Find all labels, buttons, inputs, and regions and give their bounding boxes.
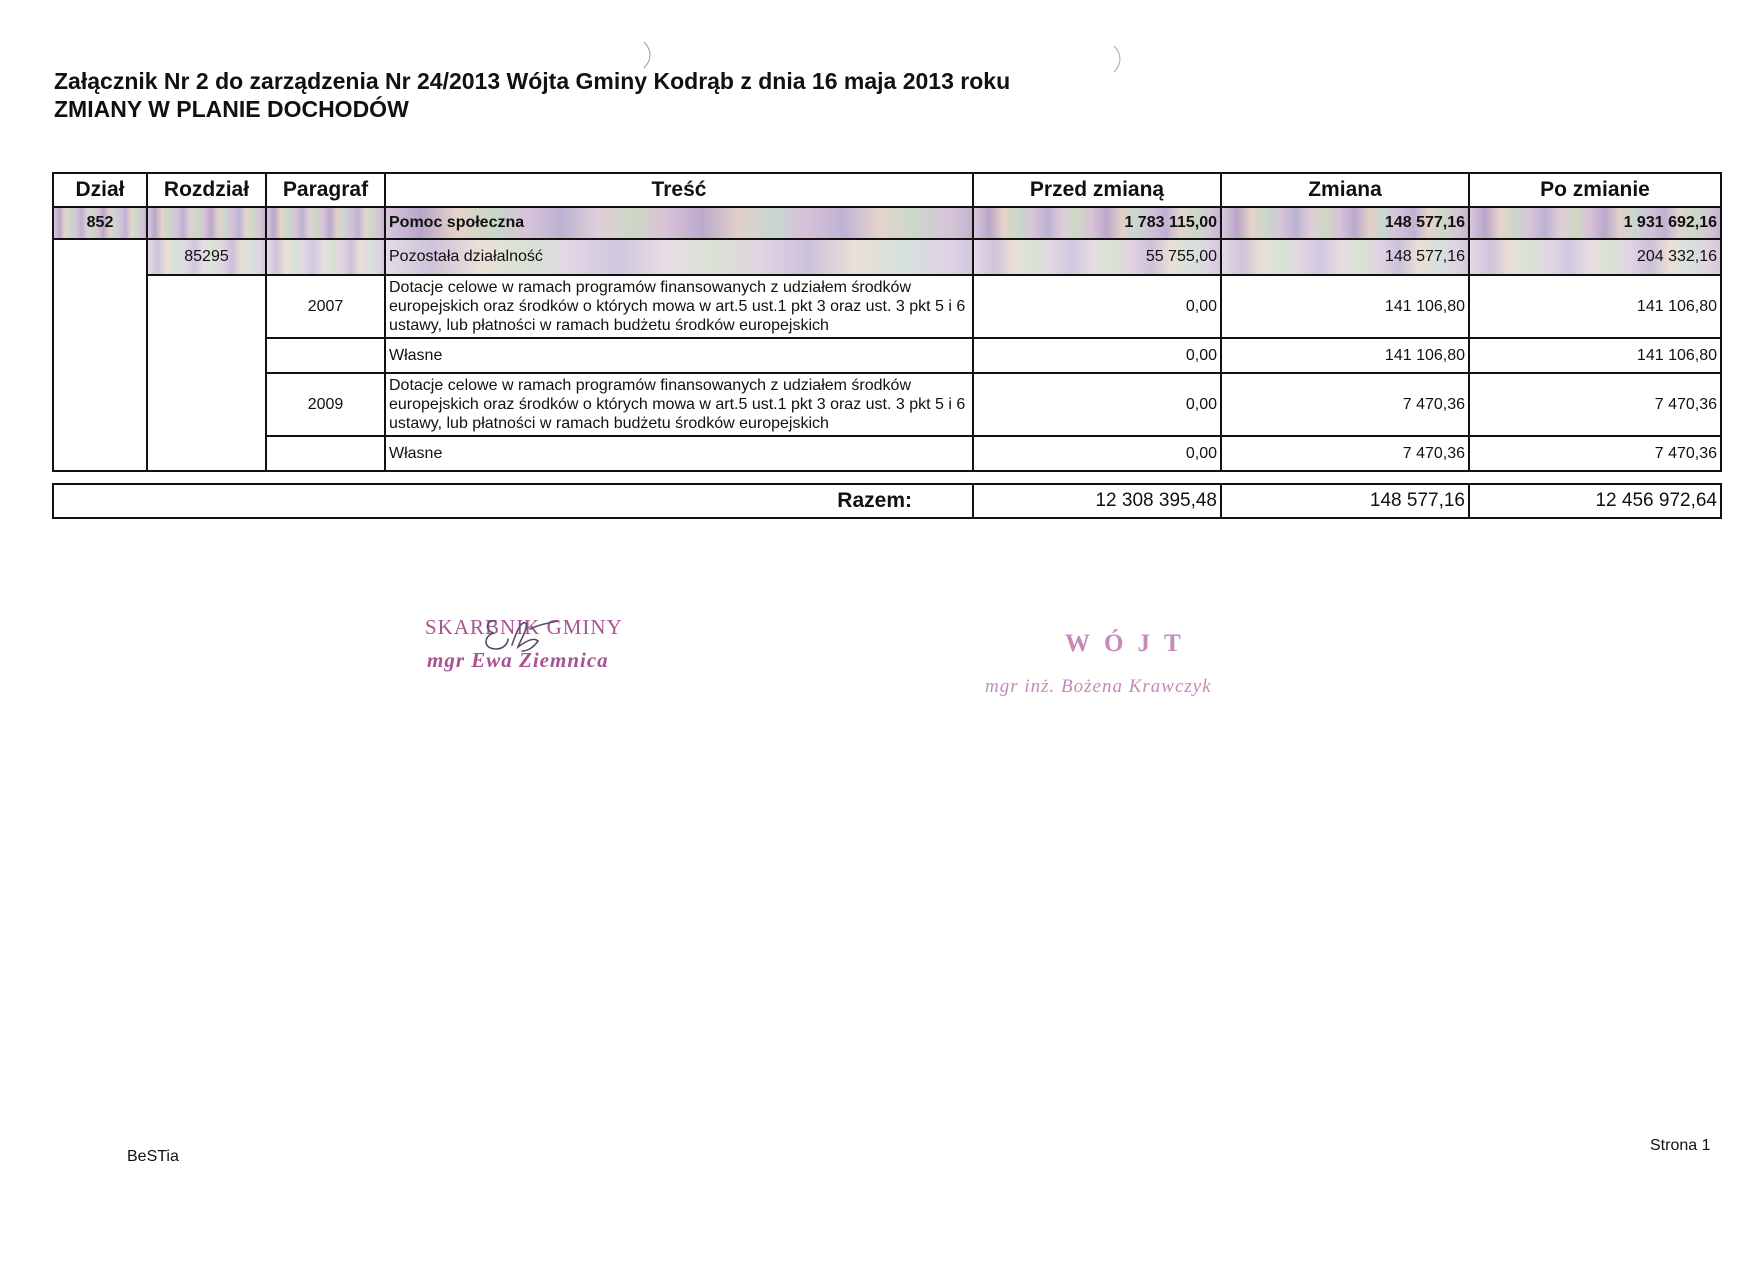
footer-software-name: BeSTia (127, 1148, 179, 1165)
rozdzial-paragraf-empty (266, 239, 385, 275)
table-row (53, 338, 1721, 373)
paragraf-code (266, 338, 385, 373)
rozdzial-change: 148 577,16 (1221, 239, 1469, 275)
row-text: Dotacje celowe w ramach programów finansowanych z udziałem środków europejskich oraz środków o których mowa w art.5 ust.1 pkt 3 oraz ust. 3 pkt 5 i 6 ustawy, lub płatności w ramach budżetu środków europejskich (385, 275, 973, 338)
dzial-name: Pomoc społeczna (385, 207, 973, 239)
table-row-rozdzial (53, 239, 1721, 275)
rozdzial-name: Pozostała działalność (385, 239, 973, 275)
scan-mark-icon (1110, 44, 1130, 74)
dzial-paragraf-empty (266, 207, 385, 239)
document-title: Załącznik Nr 2 do zarządzenia Nr 24/2013 Wójta Gminy Kodrąb z dnia 16 maja 2013 roku (54, 68, 1011, 94)
income-changes-table (52, 172, 1722, 472)
col-header-dzial: Dział (53, 173, 147, 207)
row-before: 0,00 (973, 275, 1221, 338)
paragraf-code: 2007 (266, 275, 385, 338)
col-header-rozdzial: Rozdział (147, 173, 266, 207)
table-row (53, 436, 1721, 471)
dzial-spacer-cell (53, 239, 147, 471)
col-header-tresc: Treść (385, 173, 973, 207)
paragraf-code: 2009 (266, 373, 385, 436)
row-before: 0,00 (973, 338, 1221, 373)
document-subtitle: ZMIANY W PLANIE DOCHODÓW (54, 96, 409, 122)
rozdzial-code: 85295 (147, 239, 266, 275)
dzial-change: 148 577,16 (1221, 207, 1469, 239)
col-header-zmiana: Zmiana (1221, 173, 1469, 207)
footer-page-number: Strona 1 (1650, 1137, 1711, 1154)
row-after: 7 470,36 (1469, 436, 1721, 471)
total-before: 12 308 395,48 (973, 484, 1221, 518)
dzial-code: 852 (53, 207, 147, 239)
total-change: 148 577,16 (1221, 484, 1469, 518)
skarbnik-name: mgr Ewa Ziemnica (427, 648, 609, 672)
row-text: Własne (385, 436, 973, 471)
signature-icon (478, 607, 568, 662)
row-change: 7 470,36 (1221, 373, 1469, 436)
table-row-dzial (53, 207, 1721, 239)
row-text: Dotacje celowe w ramach programów finansowanych z udziałem środków europejskich oraz środków o których mowa w art.5 ust.1 pkt 3 oraz ust. 3 pkt 5 i 6 ustawy, lub płatności w ramach budżetu środków europejskich (385, 373, 973, 436)
table-row (53, 275, 1721, 338)
dzial-rozdzial-empty (147, 207, 266, 239)
row-change: 7 470,36 (1221, 436, 1469, 471)
total-label: Razem: (53, 484, 973, 518)
dzial-before: 1 783 115,00 (973, 207, 1221, 239)
totals-row (53, 484, 1721, 518)
row-change: 141 106,80 (1221, 275, 1469, 338)
row-before: 0,00 (973, 436, 1221, 471)
wojt-stamp (985, 630, 1212, 698)
scan-mark-icon (640, 40, 660, 70)
total-after: 12 456 972,64 (1469, 484, 1721, 518)
rozdzial-after: 204 332,16 (1469, 239, 1721, 275)
col-header-przed: Przed zmianą (973, 173, 1221, 207)
dzial-after: 1 931 692,16 (1469, 207, 1721, 239)
row-after: 7 470,36 (1469, 373, 1721, 436)
row-after: 141 106,80 (1469, 338, 1721, 373)
table-row (53, 373, 1721, 436)
col-header-paragraf: Paragraf (266, 173, 385, 207)
rozdzial-spacer-cell (147, 275, 266, 471)
row-text: Własne (385, 338, 973, 373)
table-header-row (53, 173, 1721, 207)
skarbnik-title: SKARBNIK GMINY (425, 615, 623, 639)
rozdzial-before: 55 755,00 (973, 239, 1221, 275)
row-change: 141 106,80 (1221, 338, 1469, 373)
wojt-name: mgr inż. Bożena Krawczyk (985, 676, 1212, 697)
col-header-po: Po zmianie (1469, 173, 1721, 207)
row-after: 141 106,80 (1469, 275, 1721, 338)
row-before: 0,00 (973, 373, 1221, 436)
totals-table (52, 483, 1722, 519)
wojt-title: WÓJT (1065, 630, 1195, 657)
paragraf-code (266, 436, 385, 471)
